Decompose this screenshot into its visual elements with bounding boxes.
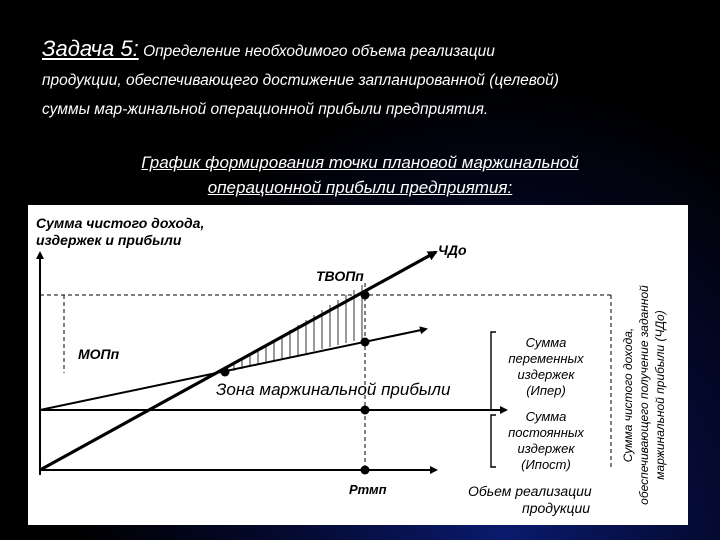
fixed-costs-label-line-3: издержек (517, 441, 575, 456)
y-axis-label-line-1: Сумма чистого дохода, (36, 215, 205, 231)
target-point-label: ТВОПп (316, 268, 364, 284)
variable-costs-label-line-4: (Ипер) (526, 383, 566, 398)
variable-costs-label-line-1: Сумма (525, 335, 567, 350)
diagram-title-line-2: операционной прибыли предприятия: (207, 178, 513, 197)
fixed-costs-label (508, 409, 584, 472)
vertical-label-line-3: маржинальной прибыли (ЧДо) (653, 310, 667, 480)
target-volume-point (361, 466, 370, 475)
vertical-label-line-2: обеспечивающего получение заданной (637, 285, 651, 505)
x-axis-label-line-1: Обьем реализации (468, 483, 592, 499)
diagram-title-line-1: График формирования точки плановой маржинальной (141, 153, 579, 172)
variable-costs-label-line-2: переменных (508, 351, 584, 366)
fixed-costs-bracket (491, 415, 496, 467)
breakeven-point (221, 368, 230, 377)
fixed-costs-label-line-4: (Ипост) (521, 457, 571, 472)
vertical-label-line-1: Сумма чистого дохода, (621, 327, 635, 463)
diagram-title (60, 150, 660, 200)
task-line-1 (42, 34, 682, 66)
target-revenue-point (361, 291, 370, 300)
margin-profit-diagram (28, 205, 688, 525)
x-point-label: Ртмп (349, 482, 387, 497)
fixed-costs-point (361, 406, 370, 415)
task-description (42, 34, 682, 124)
variable-costs-label (508, 335, 584, 398)
task-line-3: суммы мар-жинальной операционной прибыли предприятия. (42, 101, 489, 118)
diagram-panel (28, 205, 688, 525)
variable-costs-label-line-3: издержек (517, 367, 575, 382)
total-costs-point (361, 338, 370, 347)
zone-label: Зона маржинальной прибыли (216, 380, 451, 399)
fixed-costs-label-line-2: постоянных (508, 425, 584, 440)
variable-costs-bracket (491, 332, 496, 410)
task-text-1: Определение необходимого объема реализации (143, 43, 495, 60)
x-axis-label-line-2: продукции (522, 500, 591, 516)
revenue-line-label: ЧДо (438, 242, 467, 258)
y-axis-label-line-2: издержек и прибыли (36, 232, 182, 248)
margin-profit-label: МОПп (78, 346, 120, 362)
task-line-2: продукции, обеспечивающего достижение запланированной (целевой) (42, 72, 559, 89)
vertical-revenue-label (621, 285, 667, 505)
task-label: Задача 5: (42, 36, 139, 61)
fixed-costs-label-line-1: Сумма (525, 409, 567, 424)
